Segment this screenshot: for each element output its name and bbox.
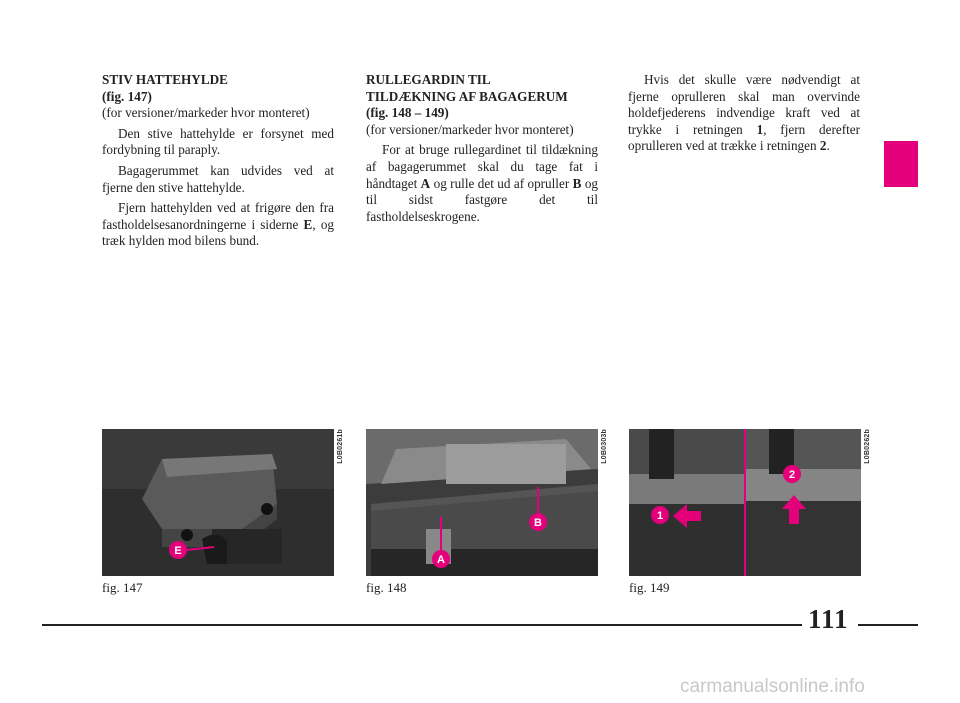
text-column-2 (366, 72, 598, 225)
callout-2 (783, 465, 801, 483)
label-ref: E (303, 216, 313, 232)
watermark: carmanualsonline.info (680, 676, 865, 697)
heading-rullegardin: RULLEGARDIN TIL (366, 72, 491, 87)
figure-code: L0B0261b (337, 429, 344, 464)
section-tab-marker (884, 141, 918, 187)
text-run: og rulle det ud af opruller (430, 175, 573, 191)
svg-text:B: B (534, 517, 542, 529)
figure-148-photo (366, 429, 598, 576)
figure-149-photo (629, 429, 861, 576)
heading-fig-ref (102, 89, 334, 106)
svg-text:E: E (174, 545, 182, 557)
figure-147-photo (102, 429, 334, 576)
figure-code: L0B0303b (601, 429, 608, 464)
footer-rule-left (42, 624, 802, 626)
svg-text:A: A (437, 554, 445, 566)
text-run: , og træk hylden mod bilens bund. (102, 216, 334, 249)
svg-text:1: 1 (656, 510, 664, 522)
label-ref: B (572, 175, 582, 191)
paren-close: ) (147, 88, 152, 104)
svg-text:2: 2 (788, 469, 796, 481)
paragraph: Den stive hattehylde er forsynet med fordybning til paraply. (102, 125, 334, 158)
paragraph (628, 72, 860, 155)
paren-close: ) (444, 105, 449, 121)
paren-open: ( (102, 88, 107, 104)
text-column-3 (628, 72, 860, 155)
text-run: Fjern hattehylden ved at frigøre den fra fastholdelsesanordningerne i siderne (102, 200, 334, 232)
figure-caption: fig. 148 (366, 580, 407, 595)
availability-note: (for versioner/markeder hvor monteret) (102, 105, 310, 121)
label-ref: A (420, 175, 431, 191)
paragraph (366, 142, 598, 225)
text-run: . (826, 138, 830, 154)
figure-caption: fig. 147 (102, 580, 143, 595)
figure-code: L0B0262b (864, 429, 871, 464)
heading-stiv-hattehylde: STIV HATTEHYLDE (102, 72, 228, 87)
fig-ref: fig. 147 (106, 88, 148, 104)
text-run: Hvis det skulle være nødvendigt at fjerne oprulleren skal man overvinde holdefjederens indvendige kraft ved at trykke i retningen (628, 72, 860, 137)
page-number: 111 (808, 604, 849, 634)
fig-ref: fig. 148 – 149 (370, 105, 445, 121)
text-run: og til sidst fastgøre det til fastholdelseskrogene. (366, 175, 599, 224)
figure-caption: fig. 149 (629, 580, 670, 595)
label-ref: 1 (756, 121, 764, 137)
text-column-1 (102, 72, 334, 250)
text-run: , fjern derefter oprulleren ved at trække i retningen (628, 121, 860, 154)
heading-tildaekning: TILDÆKNING AF BAGAGERUM (366, 88, 568, 104)
footer-rule-right (858, 624, 918, 626)
label-ref: 2 (819, 138, 827, 154)
paragraph: Bagagerummet kan udvides ved at fjerne den stive hattehylde. (102, 162, 334, 195)
text-run: For at bruge rullegardinet til tildækning af bagagerummet skal du tage fat i håndtaget (366, 142, 598, 191)
paren-open: ( (366, 105, 371, 121)
heading-fig-ref (366, 105, 598, 122)
callout-1 (651, 506, 669, 524)
availability-note: (for versioner/markeder hvor monteret) (366, 121, 574, 137)
paragraph (102, 200, 334, 250)
